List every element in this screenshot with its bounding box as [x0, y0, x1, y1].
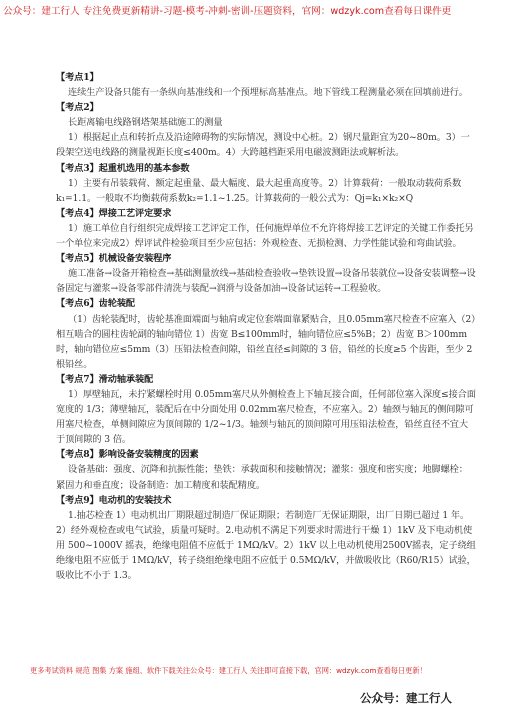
point-9-body: 1.抽芯检查 1）电动机出厂期限超过制造厂保证期限；若制造厂无保证期限，出厂日期已超过 1 年。2）经外观检查或电气试验，质量可疑时。2.电动机不满足下列要求时需进行干燥 1）1kV 及下电动机使用 500~1000V 摇表，绝缘电阻值不应低于 1MΩ/kV。2）1kV 以上电动机使用2500V摇表，定子绕组绝缘电阻不应低于 1MΩ/kV，转子绕组绝缘电阻不应低于 0.5MΩ/kV，并做吸收比（R60/R15）试验，吸收比不小于 1.3。 [56, 509, 476, 582]
point-5-title: 【考点5】机械设备安装程序 [56, 253, 172, 265]
point-8-title: 【考点8】影响设备安装精度的因素 [56, 449, 199, 461]
point-8-body: 设备基础：强度、沉降和抗振性能；垫铁：承载面积和接触情况；灌浆：强度和密实度；地脚螺栓：紧固力和垂直度；设备制造：加工精度和装配精度。 [56, 464, 468, 491]
top-banner: 公众号：建工行人 专注免费更新精讲-习题-模考-冲刺-密训-压题资料，官网：wdzyk.com查看每日课件更 [0, 0, 513, 24]
point-3-body: 1）主要有吊装载荷、额定起重量、最大幅度、最大起重高度等。2）计算载荷：一般取动载荷系数k₁=1.1。一般取不均衡载荷系数k₂=1.1~1.25。计算载荷的一般公式为：Qj=k₁×k₂×Q [56, 177, 462, 204]
point-1-body: 连续生产设备只能有一条纵向基准线和一个预埋标高基准点。地下管线工程测量必须在回填前进行。 [68, 87, 468, 99]
point-4-title: 【考点4】焊接工艺评定要求 [56, 207, 172, 219]
footer-notice: 更多考试资料 规范 图集 方案 施组、软件下载关注公众号：建工行人 关注即可直接下载，官网：wdzyk.com查看每日更新！ [30, 666, 427, 675]
document-body [56, 70, 476, 583]
point-6-body: （1）齿轮装配时，齿轮基准面端面与轴肩或定位套端面靠紧贴合，且0.05mm塞尺检查不应塞入（2）相互啮合的圆柱齿轮副的轴向错位 1）齿宽 B≤100mm时，轴向错位应≤5%B；2）齿宽 B＞100mm时，轴向错位应≤5mm（3）压铅法检查间隙，铅丝直径≤间隙的 3 倍，铅丝的长度≥5 个齿距，至少 2 根铅丝。 [56, 313, 476, 370]
point-5-body: 施工准备→设备开箱检查→基础测量放线→基础检查验收→垫铁设置→设备吊装就位→设备安装调整→设备固定与灌浆→设备零部件清洗与装配→润滑与设备加油→设备试运转→工程验收。 [56, 268, 476, 295]
point-6-title: 【考点6】齿轮装配 [56, 298, 135, 310]
point-4-body: 1）施工单位自行组织完成焊接工艺评定工作，任何施焊单位不允许将焊接工艺评定的关键工作委托另一个单位来完成2）焊评试件检验项目至少应包括：外观检查、无损检测、力学性能试验和弯曲试验。 [56, 222, 474, 250]
point-7-body: 1）厚壁轴瓦，未拧紧螺栓时用 0.05mm塞尺从外侧检查上下轴瓦接合面，任何部位塞入深度≤接合面宽度的 1/3；薄壁轴瓦，装配后在中分面处用 0.02mm塞尺检查，不应塞入。2）轴颈与轴瓦的侧间隙可用塞尺检查，单侧间隙应为顶间隙的 1/2~1/3。轴颈与轴瓦的顶间隙可用压铅法检查，铅丝直径不宜大于顶间隙的 3 倍。 [56, 388, 476, 446]
point-2-subtitle: 长距离输电线路钢塔架基础施工的测量 [68, 117, 223, 129]
point-9-title: 【考点9】电动机的安装技术 [56, 494, 172, 506]
footer-brand: 公众号：建工行人 [360, 691, 452, 705]
point-7-title: 【考点7】滑动轴承装配 [56, 373, 154, 385]
point-3-title: 【考点3】起重机选用的基本参数 [56, 162, 190, 174]
point-2-title: 【考点2】 [56, 102, 99, 114]
point-2-body: 1）根据起止点和转折点及沿途障碍物的实际情况，测设中心桩。2）钢尺量距宜为20~80m。3）一段架空送电线路的测量视距长度≤400m。4）大跨越档距采用电磁波测距法或解析法。 [56, 132, 470, 159]
point-1-title: 【考点1】 [56, 72, 99, 83]
